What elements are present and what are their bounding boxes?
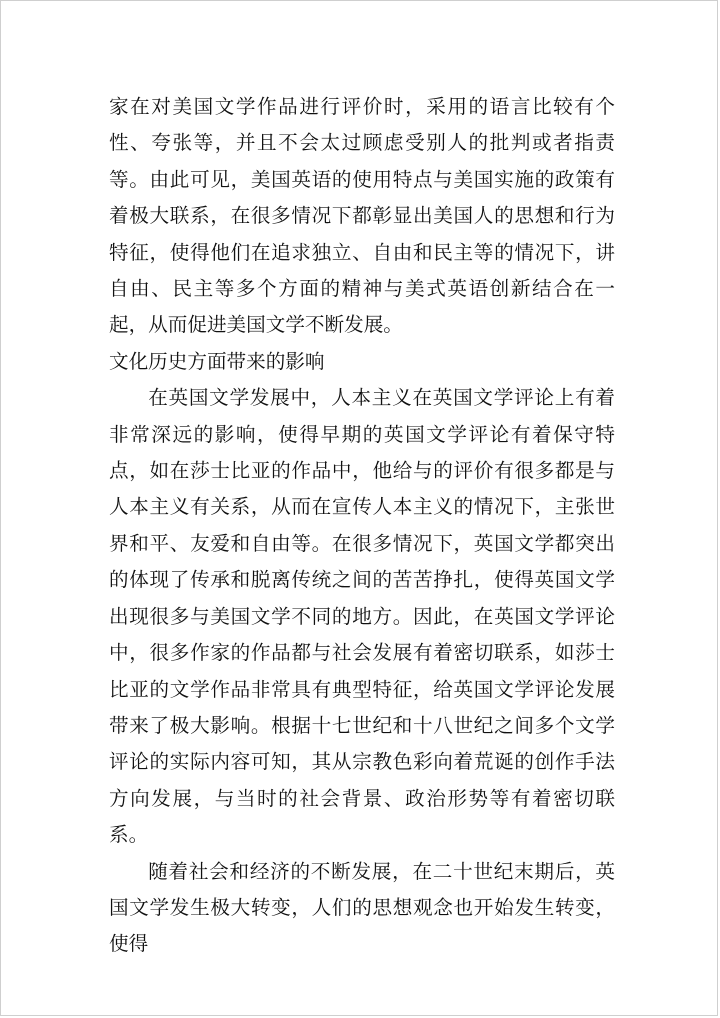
paragraph-continuation: 家在对美国文学作品进行评价时，采用的语言比较有个性、夸张等，并且不会太过顾虑受别人的批判或者指责等。由此可见，美国英语的使用特点与美国实施的政策有着极大联系，在很多情况下都彰显出美国人的思想和行为特征，使得他们在追求独立、自由和民主等的情况下，讲自由、民主等多个方面的精神与美式英语创新结合在一起，从而促进美国文学不断发展。: [109, 95, 615, 337]
document-body: [109, 89, 615, 963]
section-heading: 文化历史方面带来的影响: [109, 349, 325, 373]
paragraph-twentieth-century: 随着社会和经济的不断发展，在二十世纪末期后，英国文学发生极大转变，人们的思想观念也开始发生转变，使得: [109, 859, 615, 956]
paragraph-english-literature: 在英国文学发展中，人本主义在英国文学评论上有着非常深远的影响，使得早期的英国文学评论有着保守特点，如在莎士比亚的作品中，他给与的评价有很多都是与人本主义有关系，从而在宣传人本主义的情况下，主张世界和平、友爱和自由等。在很多情况下，英国文学都突出的体现了传承和脱离传统之间的苦苦挣扎，使得英国文学出现很多与美国文学不同的地方。因此，在英国文学评论中，很多作家的作品都与社会发展有着密切联系，如莎士比亚的文学作品非常具有典型特征，给英国文学评论发展带来了极大影响。根据十七世纪和十八世纪之间多个文学评论的实际内容可知，其从宗教色彩向着荒诞的创作手法方向发展，与当时的社会背景、政治形势等有着密切联系。: [109, 386, 615, 847]
